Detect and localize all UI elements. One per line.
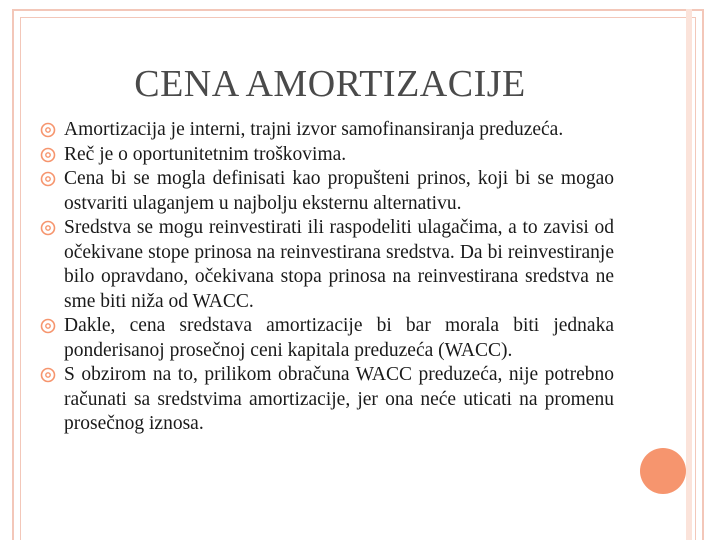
- bullet-item-1: [40, 118, 614, 143]
- bullet-text: S obzirom na to, prilikom obračuna WACC preduzeća, nije potrebno računati sa sredstvima amortizacije, jer ona neće uticati na promenu prosečnog iznosa.: [64, 364, 614, 434]
- bullet-item-2: [40, 143, 614, 168]
- bullet-text: Sredstva se mogu reinvestirati ili raspodeliti ulagačima, a to zavisi od očekivane stope prinosa na reinvestirana sredstva. Da bi reinvestiranje bilo opravdano, očekivana stopa prinosa na reinvestirana sredstva ne sme biti niža od WACC.: [64, 217, 614, 312]
- bullet-list: [40, 118, 614, 437]
- circle-target-icon: [40, 220, 56, 236]
- slide-title: CENA AMORTIZACIJE: [134, 63, 526, 105]
- bullet-text: Amortizacija je interni, trajni izvor samofinansiranja preduzeća.: [64, 119, 564, 140]
- bullet-text: Dakle, cena sredstava amortizacije bi bar morala biti jednaka ponderisanoj prosečnoj ceni kapitala preduzeća (WACC).: [64, 315, 614, 361]
- bullet-text: Cena bi se mogla definisati kao propušteni prinos, koji bi se mogao ostvariti ulaganjem u najbolju eksternu alternativu.: [64, 168, 614, 214]
- bullet-item-6: [40, 363, 614, 437]
- right-decorative-stripe: [686, 9, 692, 540]
- bullet-text: Reč je o oportunitetnim troškovima.: [64, 143, 347, 165]
- bullet-item-5: [40, 314, 614, 363]
- circle-target-icon: [40, 318, 56, 334]
- bullet-item-3: [40, 167, 614, 216]
- circle-target-icon: [40, 367, 56, 383]
- decorative-orange-circle: [640, 448, 686, 494]
- circle-target-icon: [40, 171, 56, 187]
- bullet-item-4: [40, 216, 614, 314]
- circle-target-icon: [40, 122, 56, 138]
- circle-target-icon: [40, 147, 56, 163]
